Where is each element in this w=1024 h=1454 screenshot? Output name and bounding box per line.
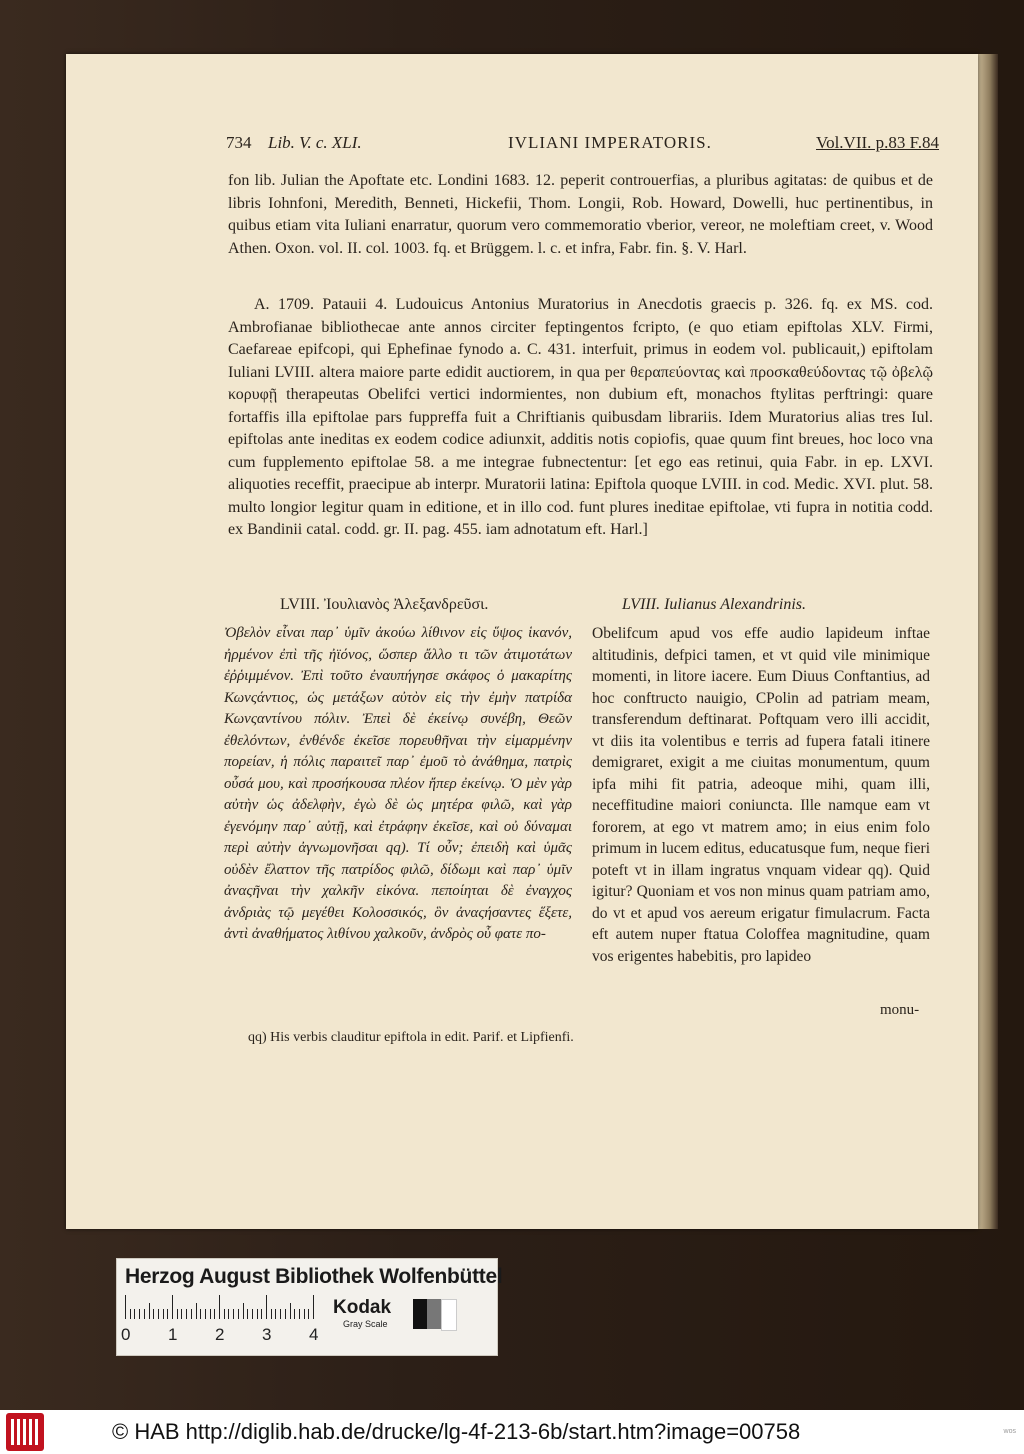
ruler-tick: [191, 1309, 192, 1319]
ruler-number: 4: [309, 1325, 319, 1344]
catchword: monu-: [880, 1002, 920, 1018]
ruler-tick: [313, 1295, 314, 1319]
ruler-tick: [130, 1309, 131, 1319]
ruler-tick: [163, 1309, 164, 1319]
ruler-tick: [153, 1309, 154, 1319]
greek-text: Ὀβελὸν εἶναι παρ᾽ ὑμῖν ἀκούω λίθινον εἰς ὕψος ἱκανόν, ἠρμένον ἐπὶ τῆς ἠϊόνος, ὥσπερ ἄλλο τι τῶν ἀτιμοτάτων ἐῤῥιμμένον. Ἐπὶ τοῦτο ἐναυπήγησε σκάφος ὁ μακαρίτης Κωνςάντιος, ὡς μετάξων αὐτὸν εἰς τὴν ἐμὴν πατρίδα Κωνςαντίνου πόλιν. Ἐπεὶ δὲ ἐκείνῳ συνέβη, Θεῶν ἐθελόντων, ἐνθένδε ἐκεῖσε πορευθῆναι τὴν εἱμαρμένην πορείαν, ἡ πόλις παραιτεῖ παρ᾽ ἐμοῦ τὸ ἀνάθημα, πατρὶς οὖσά μου, καὶ προσήκουσα πλέον ἤπερ ἐκείνῳ. Ὁ μὲν γὰρ αὐτὴν ὡς ἀδελφὴν, ἐγὼ δὲ ὡς μητέρα φιλῶ, καὶ γὰρ ἐγενόμην παρ᾽ αὐτῇ, καὶ ἐτράφην ἐκεῖσε, καὶ οὐ δύναμαι περὶ αὐτὴν ἀγνωμονῆσαι qq). Τί οὖν; ἐπειδὴ καὶ ὑμᾶς οὐδὲν ἔλαττον τῆς πατρίδος φιλῶ, δίδωμι καὶ παρ᾽ ὑμῖν ἀναςῆναι τὴν χαλκῆν εἰκόνα. πεποίηται δὲ ἐναγχος ἀνδριὰς τῷ μεγέθει Κολοσσικός, ὃν ἀναςήσαντες ἕξετε, ἀντὶ ἀναθήματος λιθίνου χαλκοῦν, ἀνδρὸς οὗ φατε πο-: [224, 625, 572, 942]
running-header: [226, 133, 960, 155]
ruler-tick: [177, 1309, 178, 1319]
ruler-tick: [261, 1309, 262, 1319]
paragraph-2: A. 1709. Patauii 4. Ludouicus Antonius Muratorius in Anecdotis graecis p. 326. fq. ex MS. cod. Ambrofianae bibliothecae ante annos circiter feptingentos fcripto, (e quo etiam epiftolas XLV. Firmi, Caefareae epifcopi, qui Ephefinae fynodo a. C. 431. interfuit, primus in eodem vol. publicauit,) epiftolam Iuliani LVIII. altera maiore parte edidit auctiorem, in qua per θεραπεύοντας καὶ προσκαθεύδοντας τῷ ὀβελῷ κορυφῇ therapeutas Obelifci vertici indormientes, non dubium eft, monachos ftylitas perftringi: quare fortaffis illa epiftolae pars fuppreffa fuit a Chriftianis quibusdam librariis. Idem Muratorius alias tres Iul. epiftolas ante ineditas ex eodem codice adiunxit, additis notis copiofis, quae quum fint breues, hoc loco vna cum fupplemento epiftolae 58. a me integrae fubnectentur: [et ego eas retinui, quia Fabr. in ep. LXVI. aliquoties receffit, praecipue ab interpr. Muratorii latina: Epiftola quoque LVIII. in cod. Medic. XVI. plut. 58. multo longior legitur quam in editione, et in illo cod. funt plures ineditae epiftolae, vti fupra in notitia codd. ex Bandinii catal. codd. gr. II. pag. 455. iam adnotatum eft. Harl.]: [228, 296, 933, 538]
ruler-tick: [149, 1303, 150, 1319]
ruler-tick: [219, 1295, 220, 1319]
ruler-tick: [125, 1295, 126, 1319]
ruler-tick: [290, 1303, 291, 1319]
ruler-tick: [181, 1309, 182, 1319]
greek-heading: LVIII. Ἰουλιανὸς Ἀλεξανδρεῦσι.: [280, 596, 489, 613]
ruler-tick: [243, 1303, 244, 1319]
footnote: qq) His verbis clauditur epiftola in edit. Parif. et Lipfienfi.: [248, 1030, 574, 1045]
ruler-tick: [294, 1309, 295, 1319]
ruler-tick: [247, 1309, 248, 1319]
ruler-number: 0: [121, 1325, 131, 1344]
page-title: IVLIANI IMPERATORIS.: [508, 133, 712, 152]
ruler-number: 3: [262, 1325, 272, 1344]
ruler-tick: [167, 1309, 168, 1319]
ruler-tick: [205, 1309, 206, 1319]
gray-patch: [427, 1299, 441, 1329]
footer-mini-text: wos: [1003, 1428, 1016, 1435]
paragraph-1: fon lib. Julian the Apoftate etc. Londini 1683. 12. peperit controuerfias, a pluribus agitatas: de quibus et de libris Iohnfoni, Meredith, Benneti, Hickefii, Thom. Longii, Rob. Howard, Dowelli, huc pertinentibus, in quibus etiam vita Iuliani enarratur, quorum vero commemoratio vberior, vereor, ne moleftiam creet, v. Wood Athen. Oxon. vol. II. col. 1003. fq. et Brüggem. l. c. et infra, Fabr. fin. §. V. Harl.: [228, 172, 933, 257]
footer-bar: [0, 1410, 1024, 1454]
white-patch: [441, 1299, 457, 1331]
ruler-tick: [304, 1309, 305, 1319]
ruler-tick: [271, 1309, 272, 1319]
section-reference: Lib. V. c. XLI.: [268, 133, 362, 152]
ruler-tick: [210, 1309, 211, 1319]
ruler-tick: [200, 1309, 201, 1319]
ruler-tick: [139, 1309, 140, 1319]
ruler-tick: [299, 1309, 300, 1319]
ruler-tick: [186, 1309, 187, 1319]
ruler-number: 2: [215, 1325, 225, 1344]
ruler-tick: [275, 1309, 276, 1319]
ruler-tick: [238, 1309, 239, 1319]
page-number: 734: [226, 133, 252, 152]
gray-scale-label: Gray Scale: [343, 1319, 388, 1329]
ruler-tick: [224, 1309, 225, 1319]
kodak-logo: Kodak: [333, 1297, 392, 1318]
ruler-tick: [144, 1309, 145, 1319]
ruler-tick: [285, 1309, 286, 1319]
volume-note: Vol.VII. p.83 F.84: [816, 133, 940, 152]
hab-logo-icon: [6, 1413, 44, 1451]
library-name: Herzog August Bibliothek Wolfenbüttel: [125, 1265, 503, 1288]
ruler-tick: [252, 1309, 253, 1319]
ruler-tick: [228, 1309, 229, 1319]
ruler-tick: [158, 1309, 159, 1319]
latin-text: Obelifcum apud vos effe audio lapideum inftae altitudinis, defpici tamen, et vt quid vile minimique momenti, in litore iacere. Eum Diuus Conftantius, ad hoc conftructo nauigio, CPolin ad patriam meam, transferendum deftinarat. Poftquam vero illi accidit, vt diis ita volentibus e terris ad fupera fatali itinere demigraret, exigit a me ciuitas monumentum, quum ipfa mihi fit patria, adeoque mihi, quam illi, neceffitudine maiori coniuncta. Ille namque eam vt fororem, at ego vt matrem amo; in eius enim folo primum in lucem editus, educatusque fum, neque fieri poteft vt in illam ingratus vnquam videar qq). Quid igitur? Quoniam et vos non minus quam patriam amo, do vt et apud vos aereum erigatur fimulacrum. Facta eft autem nuper ftatua Coloffea magnitudine, quam vos erigentes habebitis, pro lapideo: [592, 625, 930, 965]
ruler-tick: [134, 1309, 135, 1319]
ruler-number: 1: [168, 1325, 178, 1344]
black-patch: [413, 1299, 427, 1329]
ruler-tick: [280, 1309, 281, 1319]
copyright-url[interactable]: © HAB http://diglib.hab.de/drucke/lg-4f-213-6b/start.htm?image=00758: [112, 1419, 801, 1444]
ruler-tick: [233, 1309, 234, 1319]
measurement-ruler: [125, 1295, 325, 1319]
latin-heading: LVIII. Iulianus Alexandrinis.: [622, 596, 806, 613]
ruler-tick: [172, 1295, 173, 1319]
ruler-tick: [214, 1309, 215, 1319]
color-checker-card: [116, 1258, 503, 1356]
page-edge: [978, 54, 998, 1229]
ruler-tick: [196, 1303, 197, 1319]
ruler-tick: [308, 1309, 309, 1319]
ruler-tick: [266, 1295, 267, 1319]
ruler-tick: [257, 1309, 258, 1319]
